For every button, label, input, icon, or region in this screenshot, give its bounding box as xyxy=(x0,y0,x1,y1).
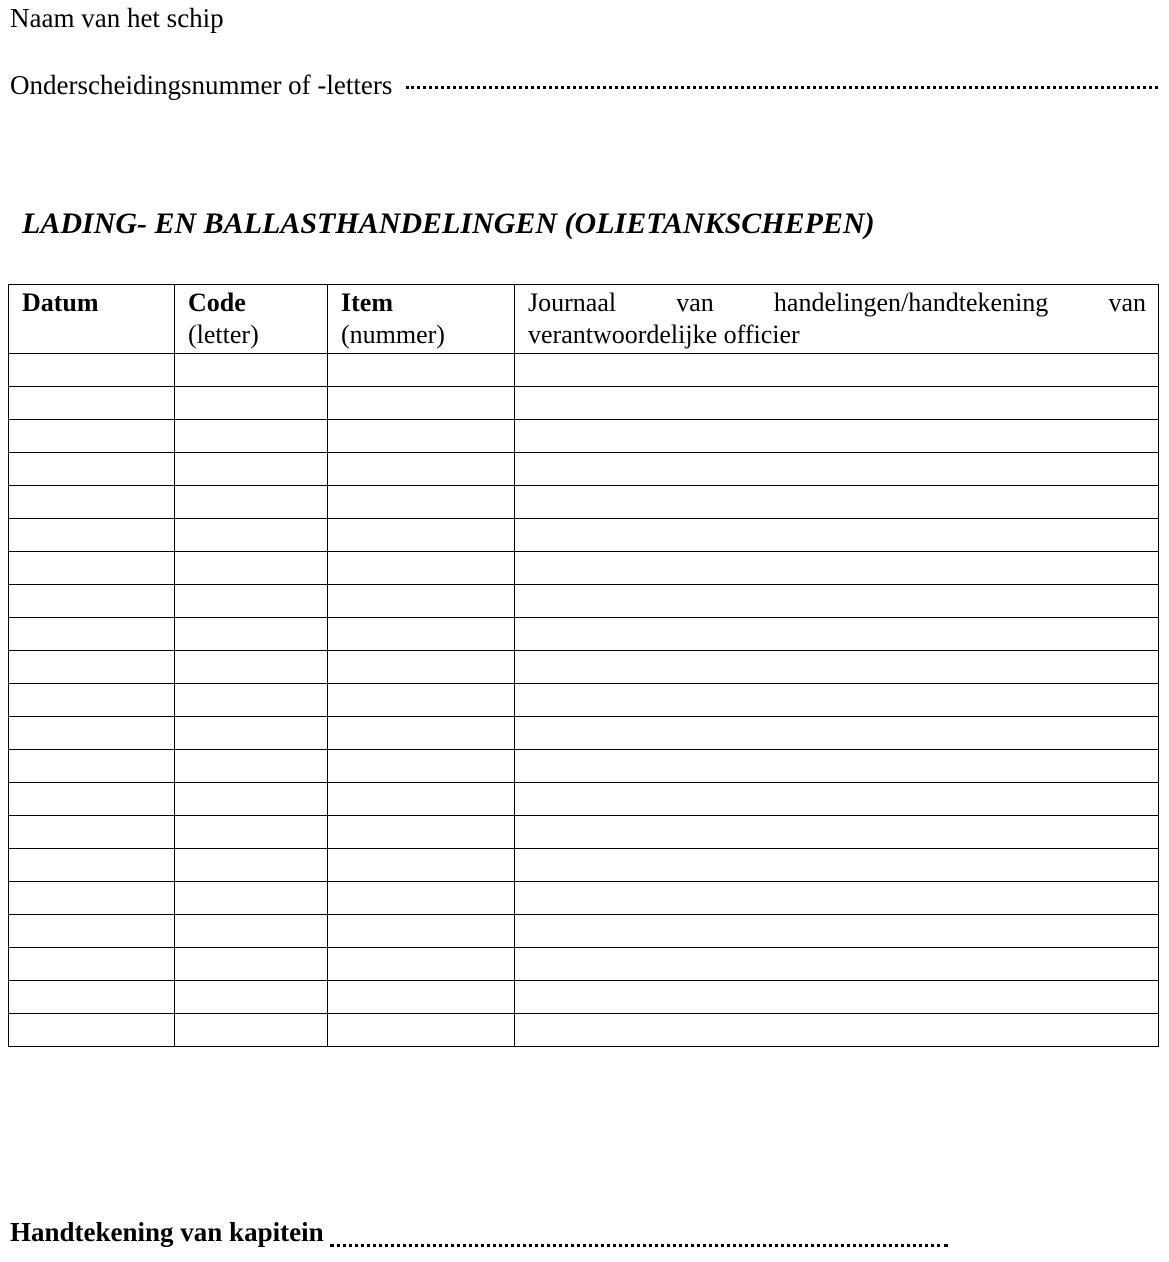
table-cell-item[interactable] xyxy=(328,948,515,981)
table-cell-item[interactable] xyxy=(328,915,515,948)
table-cell-code[interactable] xyxy=(175,387,328,420)
table-cell-date[interactable] xyxy=(9,552,175,585)
table-cell-date[interactable] xyxy=(9,651,175,684)
table-cell-item[interactable] xyxy=(328,882,515,915)
table-cell-journal[interactable] xyxy=(515,882,1159,915)
table-cell-code[interactable] xyxy=(175,981,328,1014)
table-cell-code[interactable] xyxy=(175,585,328,618)
table-cell-date[interactable] xyxy=(9,981,175,1014)
table-cell-journal[interactable] xyxy=(515,684,1159,717)
table-cell-item[interactable] xyxy=(328,717,515,750)
table-cell-item[interactable] xyxy=(328,486,515,519)
table-cell-item[interactable] xyxy=(328,783,515,816)
table-cell-journal[interactable] xyxy=(515,717,1159,750)
table-cell-date[interactable] xyxy=(9,750,175,783)
table-cell-item[interactable] xyxy=(328,981,515,1014)
table-cell-code[interactable] xyxy=(175,486,328,519)
table-cell-item[interactable] xyxy=(328,585,515,618)
table-cell-date[interactable] xyxy=(9,684,175,717)
table-cell-code[interactable] xyxy=(175,453,328,486)
table-cell-code[interactable] xyxy=(175,684,328,717)
table-cell-journal[interactable] xyxy=(515,387,1159,420)
table-cell-code[interactable] xyxy=(175,948,328,981)
table-cell-item[interactable] xyxy=(328,1014,515,1047)
table-cell-date[interactable] xyxy=(9,849,175,882)
table-row xyxy=(9,849,1159,882)
table-row xyxy=(9,717,1159,750)
table-row xyxy=(9,585,1159,618)
table-cell-item[interactable] xyxy=(328,420,515,453)
table-cell-item[interactable] xyxy=(328,651,515,684)
table-cell-date[interactable] xyxy=(9,882,175,915)
table-cell-code[interactable] xyxy=(175,618,328,651)
table-cell-journal[interactable] xyxy=(515,651,1159,684)
table-cell-journal[interactable] xyxy=(515,585,1159,618)
table-row xyxy=(9,519,1159,552)
table-cell-item[interactable] xyxy=(328,816,515,849)
column-header-item: Item (nummer) xyxy=(328,285,515,354)
distinctive-number-label: Onderscheidingsnummer of -letters xyxy=(10,70,393,100)
operations-log-table xyxy=(8,284,1159,1047)
table-cell-journal[interactable] xyxy=(515,453,1159,486)
signature-field[interactable] xyxy=(330,1244,948,1247)
table-cell-date[interactable] xyxy=(9,618,175,651)
table-cell-date[interactable] xyxy=(9,717,175,750)
table-cell-code[interactable] xyxy=(175,915,328,948)
column-header-date: Datum xyxy=(9,285,175,354)
table-cell-journal[interactable] xyxy=(515,783,1159,816)
table-cell-code[interactable] xyxy=(175,816,328,849)
table-header-row xyxy=(9,285,1159,354)
signature-label: Handtekening van kapitein xyxy=(10,1217,324,1247)
table-cell-item[interactable] xyxy=(328,453,515,486)
table-cell-date[interactable] xyxy=(9,354,175,387)
ship-name-label: Naam van het schip xyxy=(10,3,224,33)
table-cell-code[interactable] xyxy=(175,651,328,684)
table-cell-journal[interactable] xyxy=(515,1014,1159,1047)
table-cell-date[interactable] xyxy=(9,915,175,948)
table-cell-code[interactable] xyxy=(175,882,328,915)
table-cell-date[interactable] xyxy=(9,948,175,981)
table-cell-date[interactable] xyxy=(9,816,175,849)
table-cell-code[interactable] xyxy=(175,1014,328,1047)
table-cell-date[interactable] xyxy=(9,783,175,816)
table-row xyxy=(9,750,1159,783)
table-cell-code[interactable] xyxy=(175,783,328,816)
table-row xyxy=(9,816,1159,849)
table-row xyxy=(9,915,1159,948)
table-row xyxy=(9,387,1159,420)
table-cell-journal[interactable] xyxy=(515,618,1159,651)
table-cell-journal[interactable] xyxy=(515,816,1159,849)
table-row xyxy=(9,684,1159,717)
table-row xyxy=(9,948,1159,981)
table-cell-code[interactable] xyxy=(175,519,328,552)
table-row xyxy=(9,420,1159,453)
table-row xyxy=(9,981,1159,1014)
table-cell-item[interactable] xyxy=(328,552,515,585)
table-cell-journal[interactable] xyxy=(515,420,1159,453)
table-cell-journal[interactable] xyxy=(515,981,1159,1014)
column-header-journal: Journaal van handelingen/handtekening van verantwoordelijke officier xyxy=(515,285,1159,354)
table-cell-item[interactable] xyxy=(328,618,515,651)
table-cell-item[interactable] xyxy=(328,354,515,387)
distinctive-number-row xyxy=(10,69,1158,101)
table-row xyxy=(9,618,1159,651)
table-cell-date[interactable] xyxy=(9,453,175,486)
table-cell-code[interactable] xyxy=(175,354,328,387)
table-cell-code[interactable] xyxy=(175,717,328,750)
table-cell-code[interactable] xyxy=(175,552,328,585)
table-row xyxy=(9,1014,1159,1047)
table-cell-code[interactable] xyxy=(175,849,328,882)
table-body xyxy=(9,354,1159,1047)
signature-row xyxy=(10,1217,948,1248)
section-title: LADING- EN BALLASTHANDELINGEN (OLIETANKSCHEPEN) xyxy=(22,207,875,240)
table-cell-date[interactable] xyxy=(9,519,175,552)
table-row xyxy=(9,354,1159,387)
table-cell-item[interactable] xyxy=(328,849,515,882)
table-cell-journal[interactable] xyxy=(515,486,1159,519)
table-cell-date[interactable] xyxy=(9,585,175,618)
table-cell-journal[interactable] xyxy=(515,354,1159,387)
column-header-code: Code (letter) xyxy=(175,285,328,354)
table-cell-journal[interactable] xyxy=(515,750,1159,783)
table-cell-journal[interactable] xyxy=(515,849,1159,882)
table-cell-item[interactable] xyxy=(328,750,515,783)
table-cell-code[interactable] xyxy=(175,420,328,453)
table-cell-date[interactable] xyxy=(9,420,175,453)
table-cell-item[interactable] xyxy=(328,387,515,420)
table-row xyxy=(9,651,1159,684)
table-cell-journal[interactable] xyxy=(515,948,1159,981)
table-cell-date[interactable] xyxy=(9,1014,175,1047)
table-row xyxy=(9,783,1159,816)
table-row xyxy=(9,882,1159,915)
table-cell-journal[interactable] xyxy=(515,519,1159,552)
table-cell-journal[interactable] xyxy=(515,915,1159,948)
table-cell-date[interactable] xyxy=(9,387,175,420)
table-cell-item[interactable] xyxy=(328,684,515,717)
table-cell-item[interactable] xyxy=(328,519,515,552)
distinctive-number-field[interactable] xyxy=(406,86,1158,89)
table-cell-journal[interactable] xyxy=(515,552,1159,585)
table-cell-date[interactable] xyxy=(9,486,175,519)
table-row xyxy=(9,453,1159,486)
table-cell-code[interactable] xyxy=(175,750,328,783)
table-row xyxy=(9,552,1159,585)
table-row xyxy=(9,486,1159,519)
